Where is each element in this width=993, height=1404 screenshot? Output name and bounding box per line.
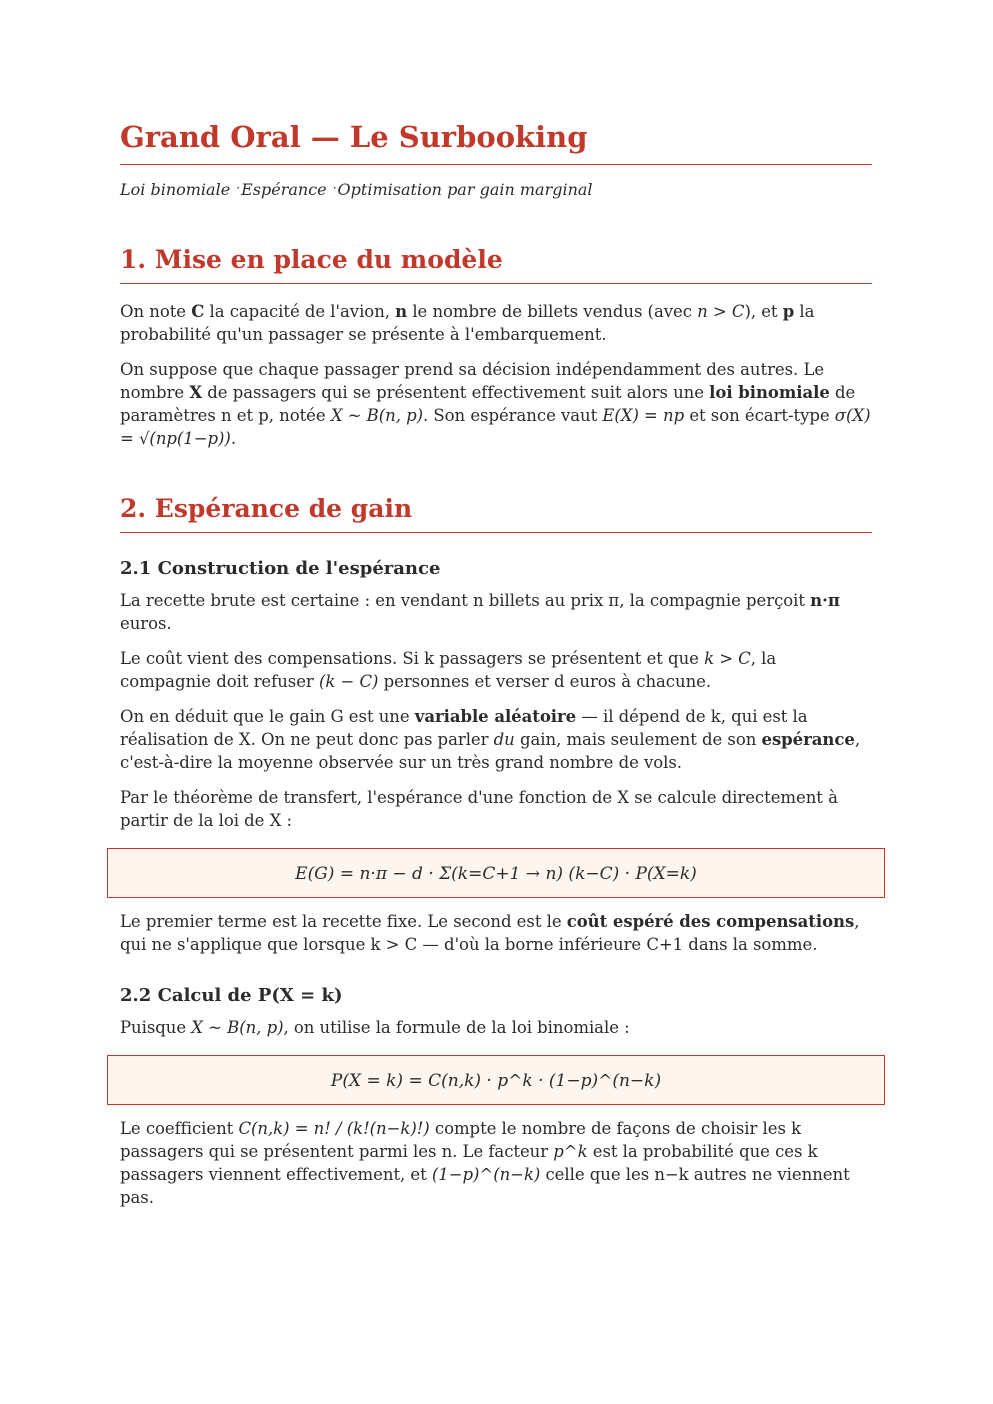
section-heading-1: 1. Mise en place du modèle (120, 243, 872, 284)
paragraph: Le coefficient C(n,k) = n! / (k!(n−k)!) compte le nombre de façons de choisir les k passagers qui se présentent parmi les n. Le facteur p^k est la probabilité que ces k passagers viennent effectivement, et (1−p)^(n−k) celle que les n−k autres ne viennent pas. (120, 1119, 850, 1207)
section-heading-2: 2. Espérance de gain (120, 492, 872, 533)
page-subtitle (120, 177, 872, 201)
paragraph: Le premier terme est la recette fixe. Le second est le coût espéré des compensations, qui ne s'applique que lorsque k > C — d'où la borne inférieure C+1 dans la somme. (120, 912, 860, 954)
paragraph: Puisque X ~ B(n, p), on utilise la formule de la loi binomiale : (120, 1018, 630, 1037)
document-content (120, 118, 872, 1209)
paragraph: On note C la capacité de l'avion, n le nombre de billets vendus (avec n > C), et p la probabilité qu'un passager se présente à l'embarquement. (120, 302, 815, 344)
subtitle-topic-1: Loi binomiale (120, 180, 231, 199)
formula-binomial: P(X = k) = C(n,k) · p^k · (1−p)^(n−k) (107, 1055, 885, 1105)
paragraph: On suppose que chaque passager prend sa décision indépendamment des autres. Le nombre X de passagers qui se présentent effectivement suit alors une loi binomiale de paramètres n et p, notée X ~ B(n, p). Son espérance vaut E(X) = np et son écart-type σ(X) = √(np(1−p)). (120, 360, 871, 448)
subsection-heading-2-1: 2.1 Construction de l'espérance (120, 558, 441, 579)
subsection-heading-2-2: 2.2 Calcul de P(X = k) (120, 985, 343, 1006)
paragraph: La recette brute est certaine : en vendant n billets au prix π, la compagnie perçoit n·π euros. (120, 591, 840, 633)
paragraph: Par le théorème de transfert, l'espérance d'une fonction de X se calcule directement à partir de la loi de X : (120, 788, 838, 830)
page-title: Grand Oral — Le Surbooking (120, 118, 872, 165)
paragraph: Le coût vient des compensations. Si k passagers se présentent et que k > C, la compagnie doit refuser (k − C) personnes et verser d euros à chacune. (120, 649, 777, 691)
subtitle-topic-3: Optimisation par gain marginal (337, 180, 593, 199)
subtitle-separator: · (236, 181, 241, 195)
formula-expected-gain: E(G) = n·π − d · Σ(k=C+1 → n) (k−C) · P(X=k) (107, 848, 885, 898)
paragraph: On en déduit que le gain G est une variable aléatoire — il dépend de k, qui est la réalisation de X. On ne peut donc pas parler du gain, mais seulement de son espérance, c'est-à-dire la moyenne observée sur un très grand nombre de vols. (120, 707, 861, 772)
subtitle-topic-2: Espérance (241, 180, 327, 199)
subtitle-separator: · (332, 181, 337, 195)
